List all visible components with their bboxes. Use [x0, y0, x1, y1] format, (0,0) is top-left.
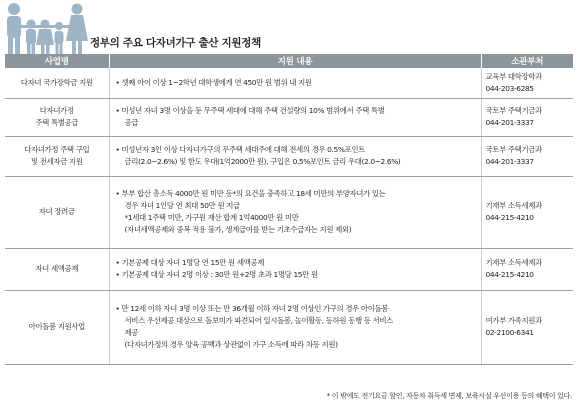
program-name: 다자녀가정 주택 특별공급 — [5, 98, 109, 136]
program-name: 자녀 세액공제 — [5, 248, 109, 290]
program-dept: 기재부 소득세제과 044-215-4210 — [481, 248, 573, 290]
program-name: 자녀 장려금 — [5, 176, 109, 248]
column-header-content: 지원 내용 — [109, 54, 481, 68]
footnote: * 이 밖에도 전기요금 할인, 자동차 취득세 면제, 보육시설 우선이용 등의 혜택이 있다. — [326, 392, 572, 400]
program-content: • 셋째 아이 이상 1~2학년 대학생에게 연 450만 원 범위 내 지원 — [109, 68, 481, 98]
column-header-name: 사업명 — [5, 54, 109, 68]
page-title: 정부의 주요 다자녀가구 출산 지원정책 — [90, 37, 261, 49]
table-row — [5, 176, 573, 248]
header — [0, 0, 578, 56]
table-header-row — [5, 54, 573, 68]
program-name: 다자녀가정 주택 구입 및 전세자금 지원 — [5, 136, 109, 176]
family-silhouette-icon — [2, 0, 92, 56]
program-content: • 기본공제 대상 자녀 1명당 연 15만 원 세액공제 • 기본공제 대상 자녀 2명 이상 : 30만 원+2명 초과 1명당 15만 원 — [109, 248, 481, 290]
program-content: • 미성년자 3인 이상 다자녀가구의 무주택 세대주에 대해 전세의 경우 0.5%포인트 금리(2.0~2.6%) 및 한도 우대(1억2000만 원), 구입은 0.5%포인트 금리 우대(2.0~2.6%) — [109, 136, 481, 176]
table-row — [5, 136, 573, 176]
program-dept: 여가부 가족지원과 02-2100-6341 — [481, 290, 573, 364]
program-dept: 기재부 소득세제과 044-215-4210 — [481, 176, 573, 248]
program-name: 다자녀 국가장학금 지원 — [5, 68, 109, 98]
column-header-dept: 소관부처 — [481, 54, 573, 68]
program-dept: 국토부 주택기금과 044-201-3337 — [481, 98, 573, 136]
program-name: 아이돌봄 지원사업 — [5, 290, 109, 364]
program-content: • 미성년 자녀 3명 이상을 둔 무주택 세대에 대해 주택 건설량의 10% 범위에서 주택 특별 공급 — [109, 98, 481, 136]
table-row — [5, 248, 573, 290]
table-row — [5, 290, 573, 364]
program-content: • 부부 합산 총소득 4000만 원 미만 등*의 요건을 충족하고 18세 미만의 부양자녀가 있는 경우 자녀 1인당 연 최대 50만 원 지급 *1세대 1주택 미만, 가구원 재산 합계 1억4000만 원 미만 (자녀세액공제와 중복 적용 불가, 생계급여를 받는 기초수급자는 지원 제외) — [109, 176, 481, 248]
program-dept: 교육부 대학장학과 044-203-6285 — [481, 68, 573, 98]
table-row — [5, 98, 573, 136]
program-dept: 국토부 주택기금과 044-201-3337 — [481, 136, 573, 176]
program-content: • 만 12세 이하 자녀 3명 이상 또는 만 36개월 이하 자녀 2명 이상인 가구의 경우 아이돌봄 서비스 우선제공 대상으로 돌보미가 파견되어 일시돌봄, 놀이활동, 등하원 동행 등 서비스 제공 (다자녀가정의 경우 양육 공백과 상관없이 가구 소득에 따라 차등 지원) — [109, 290, 481, 364]
policy-table — [5, 54, 573, 365]
table-row — [5, 68, 573, 98]
